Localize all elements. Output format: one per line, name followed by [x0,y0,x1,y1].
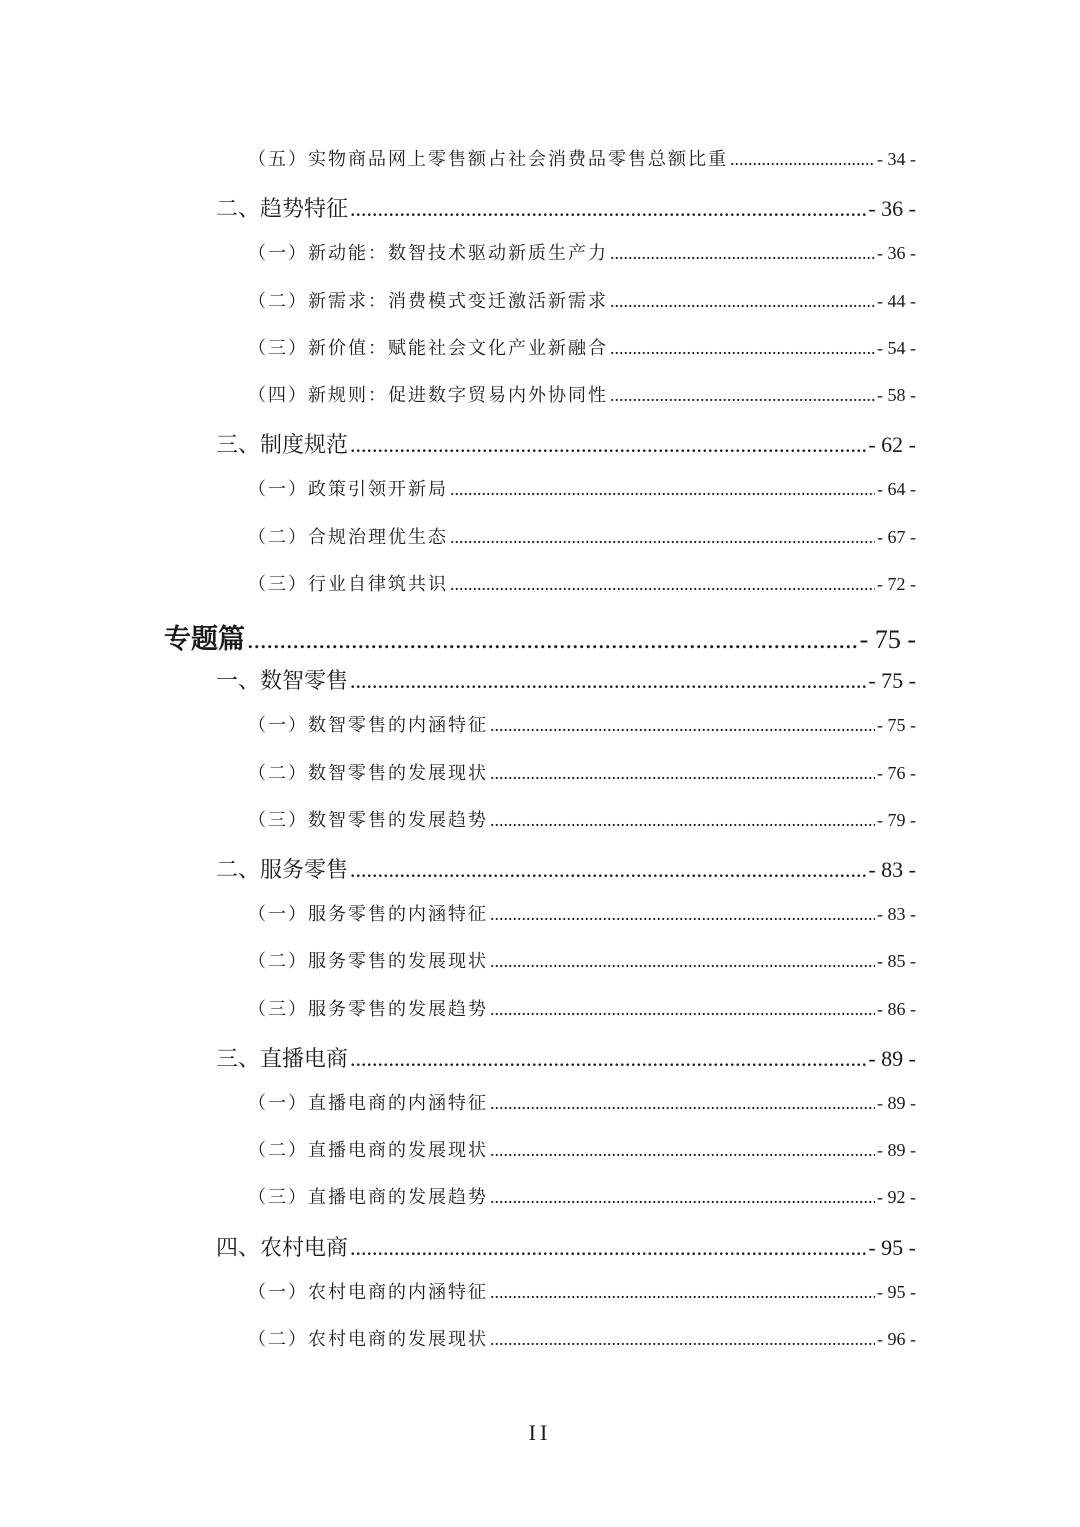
toc-entry-title: （三）数智零售的发展趋势 [248,809,488,831]
toc-entry-page: - 96 - [877,1329,916,1349]
toc-entry-page: - 79 - [877,809,916,830]
toc-entry-page: - 75 - [868,668,916,694]
dot-leader [490,999,875,1020]
dot-leader [490,1282,875,1303]
toc-entry-title: （三）行业自律筑共识 [248,573,448,595]
toc-entry-page: - 67 - [877,526,916,547]
toc-entry-title: 二、趋势特征 [216,197,349,223]
toc-entry-page: - 44 - [877,290,916,311]
toc-entry[interactable] [216,428,916,459]
dot-leader [490,904,875,925]
toc-entry[interactable] [248,475,916,501]
toc-entry-page: - 85 - [877,951,916,972]
dot-leader [350,857,866,883]
toc-entry-page: - 34 - [877,149,916,169]
toc-entry-page: - 95 - [877,1281,916,1302]
toc-entry-title: （一）新动能：数智技术驱动新质生产力 [248,243,608,265]
toc-entry[interactable] [248,239,916,265]
dot-leader [450,574,875,595]
toc-entry[interactable] [248,145,916,171]
toc-entry-page: - 72 - [877,573,916,594]
toc-entry-page: - 76 - [877,762,916,783]
toc-entry-title: （二）直播电商的发展现状 [248,1140,488,1162]
toc-entry[interactable] [248,711,916,737]
toc-entry[interactable] [248,806,916,832]
dot-leader [610,338,875,359]
toc-entry-page: - 89 - [877,1093,916,1113]
dot-leader [490,763,875,784]
toc-entry-title: （一）数智零售的内涵特征 [248,715,488,737]
toc-entry-title: （二）新需求：消费模式变迁激活新需求 [248,290,608,312]
toc-entry-title: （一）政策引领开新局 [248,479,448,501]
toc-entry[interactable] [216,1042,916,1073]
toc-entry-title: 专题篇 [164,624,245,655]
toc-entry-title: （二）服务零售的发展现状 [248,951,488,973]
dot-leader [490,1093,875,1114]
toc-entry-title: （三）直播电商的发展趋势 [248,1187,488,1209]
toc-entry[interactable] [248,1183,916,1209]
toc-entry-page: - 75 - [877,715,916,736]
toc-entry-title: （三）新价值：赋能社会文化产业新融合 [248,337,608,359]
toc-entry[interactable] [248,1325,916,1351]
dot-leader [350,432,866,458]
toc-entry[interactable] [248,523,916,549]
toc-entry-title: （四）新规则：促进数字贸易内外协同性 [248,385,608,406]
dot-leader [247,625,858,655]
toc-entry-title: （二）数智零售的发展现状 [248,762,488,784]
toc-entry-title: 一、数智零售 [216,669,349,695]
toc-entry[interactable] [248,947,916,973]
dot-leader [490,1187,875,1208]
toc-entry[interactable] [248,381,916,407]
toc-entry-title: 二、服务零售 [216,858,349,883]
toc-entry[interactable] [248,287,916,313]
dot-leader [350,1235,866,1261]
toc-entry-title: （二）合规治理优生态 [248,526,448,548]
dot-leader [730,149,875,170]
dot-leader [610,243,875,264]
toc-entry-page: - 92 - [877,1187,916,1208]
dot-leader [610,291,875,312]
toc-entry[interactable] [248,1278,916,1304]
toc-entry-title: （五）实物商品网上零售额占社会消费品零售总额比重 [248,149,728,170]
toc-entry[interactable] [216,853,916,884]
toc-entry-page: - 54 - [877,337,916,358]
dot-leader [350,668,866,694]
toc-entry-page: - 58 - [877,385,916,405]
dot-leader [450,479,875,500]
dot-leader [490,1140,875,1161]
toc-entry-title: 三、制度规范 [216,433,349,459]
toc-entry-title: 四、农村电商 [216,1235,349,1261]
toc-entry[interactable] [248,759,916,785]
toc-entry-page: - 86 - [877,998,916,1019]
toc-entry[interactable] [248,1089,916,1115]
toc-entry[interactable] [164,617,916,656]
toc-entry-page: - 83 - [868,857,916,882]
toc-entry-page: - 89 - [877,1140,916,1161]
toc-entry-page: - 83 - [877,904,916,925]
dot-leader [490,715,875,736]
toc-entry-page: - 64 - [877,479,916,500]
toc-entry-title: 三、直播电商 [216,1046,349,1072]
toc-entry[interactable] [248,1136,916,1162]
dot-leader [350,1046,866,1072]
toc-entry-title: （三）服务零售的发展趋势 [248,998,488,1020]
toc-entry-page: - 95 - [868,1234,916,1260]
toc-entry-page: - 36 - [877,243,916,264]
dot-leader [450,527,875,548]
toc-entry-page: - 89 - [868,1045,916,1071]
dot-leader [490,810,875,831]
toc-entry[interactable] [248,900,916,926]
toc-entry-page: - 62 - [868,432,916,458]
toc-entry-title: （一）服务零售的内涵特征 [248,904,488,926]
toc-entry-title: （一）农村电商的内涵特征 [248,1281,488,1303]
toc-entry-page: - 75 - [859,625,916,654]
dot-leader [490,951,875,972]
dot-leader [490,1329,875,1350]
dot-leader [350,196,866,222]
toc-entry[interactable] [248,334,916,360]
page-number: II [528,1420,552,1445]
toc-entry-title: （一）直播电商的内涵特征 [248,1093,488,1114]
toc-entry[interactable] [248,570,916,596]
toc-entry[interactable] [248,995,916,1021]
toc-entry[interactable] [216,1231,916,1262]
toc-entry-page: - 36 - [868,196,916,222]
dot-leader [610,385,875,406]
toc-entry-title: （二）农村电商的发展现状 [248,1329,488,1350]
toc-entry[interactable] [216,192,916,223]
toc-entry[interactable] [216,664,916,695]
